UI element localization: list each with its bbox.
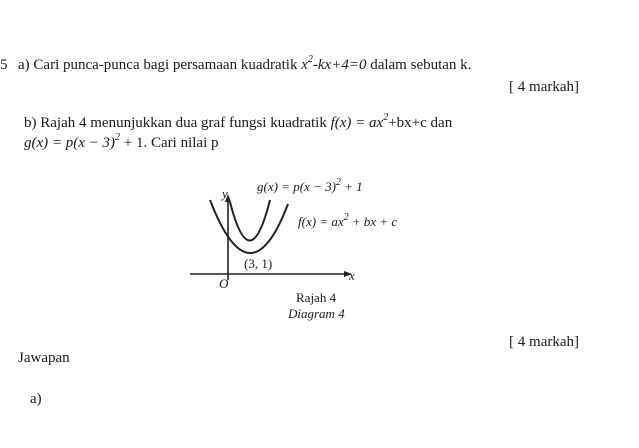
part-a-line [18, 54, 472, 74]
graph-g [230, 200, 270, 241]
vertex-label: (3, 1) [244, 256, 273, 271]
question-number: 5 [0, 57, 8, 73]
part-b-instruction: Cari nilai p [151, 135, 219, 151]
part-b-f-definition: $f(x) = ax^2$ [330, 112, 389, 131]
part-b-dan: dan [430, 115, 453, 131]
part-b-line-1: b) Rajah 4 menunjukkan dua graf fungsi kuadratik $f(x) = ax^2+bx+c$ dan [24, 112, 453, 131]
part-b-line-2: $g(x) = p(x - 3)^2 + 1$. Cari nilai p [24, 132, 219, 151]
part-a-equation: $x^2-kx+4=0$ [301, 54, 367, 73]
part-b-label: b) [24, 115, 37, 131]
part-a-marks: [ 4 markah] [509, 79, 579, 95]
part-b-text: Rajah 4 menunjukkan dua graf fungsi kuadratik [40, 115, 327, 131]
x-axis-label: x [349, 268, 355, 283]
y-axis-label: y [222, 186, 228, 201]
f-graph-label: $f(x) = ax^2$ + bx + c [298, 211, 398, 229]
answer-part-a-label: a) [30, 391, 42, 407]
diagram-caption-en: Diagram 4 [288, 306, 345, 321]
diagram-caption-ms: Rajah 4 [296, 290, 337, 305]
answer-heading: Jawapan [18, 350, 70, 366]
part-b-g-definition: $g(x) = p(x - 3)^2$ [24, 132, 121, 151]
part-b-marks: [ 4 markah] [509, 334, 579, 350]
part-a-text: Cari punca-punca bagi persamaan kuadratik [33, 57, 298, 73]
part-a-text-after: dalam sebutan k. [370, 57, 472, 73]
g-graph-label: $g(x) = p(x - 3)^2 + 1$ [257, 176, 363, 194]
origin-label: O [219, 276, 229, 291]
part-a-label: a) [18, 57, 30, 73]
graph-f [210, 200, 288, 253]
